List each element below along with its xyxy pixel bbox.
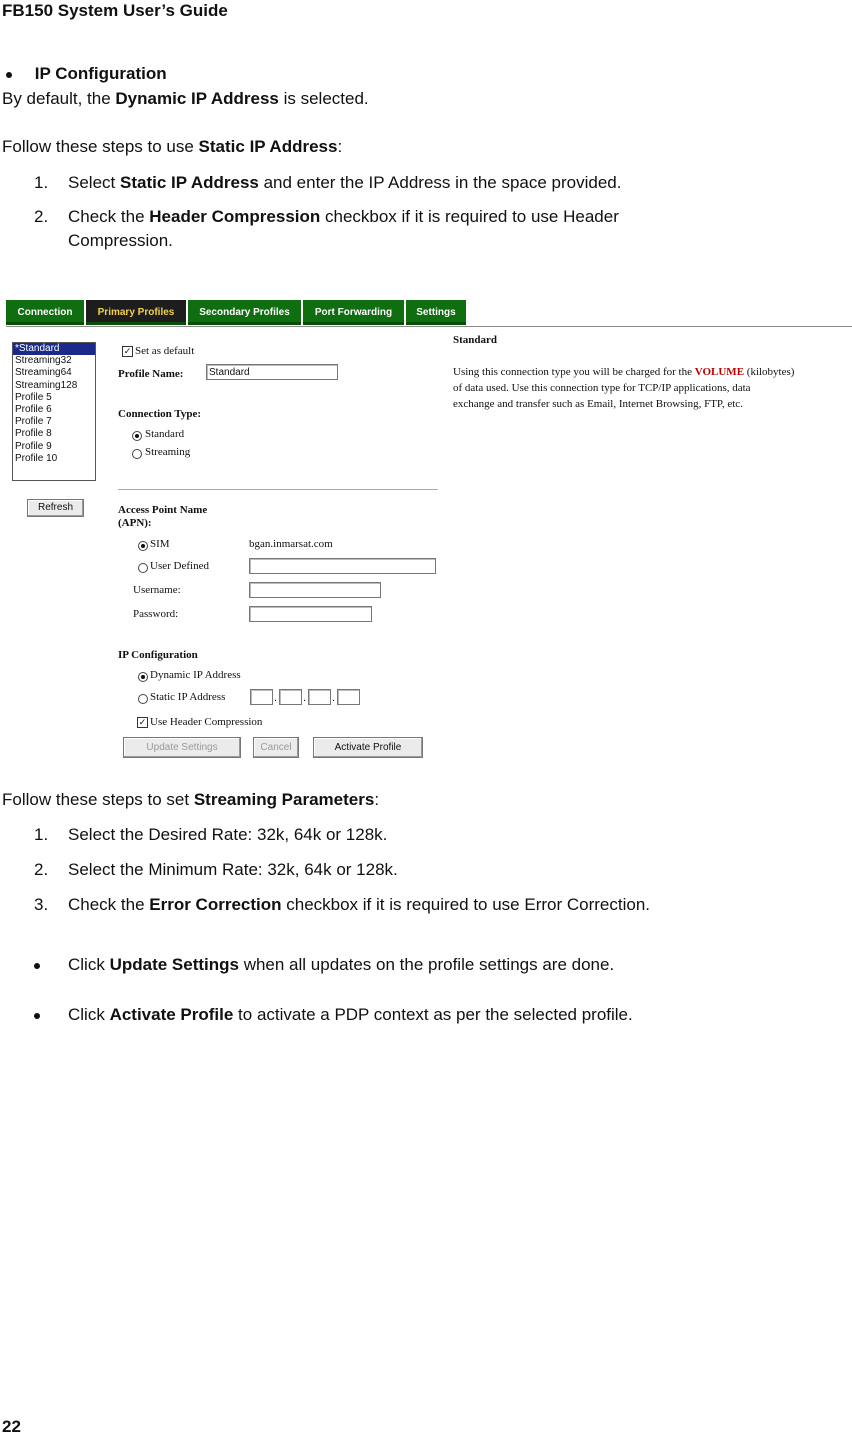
bullet-icon	[34, 963, 40, 969]
list-item[interactable]: Streaming64	[15, 367, 72, 379]
paragraph-default: By default, the Dynamic IP Address is selected.	[2, 89, 369, 108]
user-defined-radio[interactable]	[138, 563, 148, 573]
info-line-3: exchange and transfer such as Email, Internet Browsing, FTP, etc.	[453, 398, 743, 410]
streaming-radio[interactable]	[132, 449, 142, 459]
nav-tabs	[6, 300, 468, 325]
sim-label: SIM	[150, 538, 170, 550]
static-ip-label: Static IP Address	[150, 691, 226, 703]
info-title: Standard	[453, 334, 498, 346]
nav-divider	[6, 326, 852, 327]
step-item: 2. Select the Minimum Rate: 32k, 64k or 128k.	[34, 860, 398, 879]
list-item[interactable]: Profile 8	[15, 428, 52, 440]
sim-radio[interactable]	[138, 541, 148, 551]
list-item[interactable]: Profile 7	[15, 416, 52, 428]
list-item[interactable]: Profile 10	[15, 452, 58, 464]
password-input[interactable]	[249, 606, 372, 622]
tab-settings[interactable]: Settings	[406, 300, 466, 325]
step-item: 2. Check the Header Compression checkbox if it is required to use Header	[34, 207, 619, 226]
tab-primary-profiles[interactable]: Primary Profiles	[86, 300, 186, 325]
password-label: Password:	[133, 608, 179, 620]
static-ip-octet-3[interactable]	[308, 689, 331, 705]
list-item[interactable]: Profile 5	[15, 391, 52, 403]
profile-name-input[interactable]: Standard	[206, 364, 338, 380]
tab-connection[interactable]: Connection	[6, 300, 84, 325]
username-label: Username:	[133, 584, 181, 596]
update-settings-button[interactable]: Update Settings	[123, 737, 241, 758]
section-divider	[118, 489, 438, 490]
profile-listbox[interactable]	[12, 342, 96, 481]
profile-name-label: Profile Name:	[118, 368, 184, 380]
bullet-icon	[34, 1013, 40, 1019]
step-item: 1. Select Static IP Address and enter the IP Address in the space provided.	[34, 173, 622, 192]
bullet-icon	[6, 72, 12, 78]
standard-label: Standard	[145, 428, 185, 440]
set-default-label: Set as default	[135, 345, 195, 357]
header-compression-label: Use Header Compression	[150, 716, 263, 728]
step-item: 3. Check the Error Correction checkbox if it is required to use Error Correction.	[34, 895, 650, 914]
tab-secondary-profiles[interactable]: Secondary Profiles	[188, 300, 301, 325]
bullet-item: Click Activate Profile to activate a PDP context as per the selected profile.	[34, 1005, 40, 1025]
page-number: 22	[2, 1417, 21, 1436]
static-ip-octet-4[interactable]	[337, 689, 360, 705]
standard-radio[interactable]	[132, 431, 142, 441]
ip-config-label: IP Configuration	[118, 649, 198, 661]
ip-dot: .	[274, 692, 278, 704]
tab-port-forwarding[interactable]: Port Forwarding	[303, 300, 404, 325]
section-heading	[6, 64, 167, 84]
heading-text: IP Configuration	[34, 64, 167, 83]
list-item[interactable]: Profile 6	[15, 403, 52, 415]
username-input[interactable]	[249, 582, 381, 598]
streaming-label: Streaming	[145, 446, 191, 458]
apn-label: Access Point Name	[118, 504, 208, 516]
info-line-1: Using this connection type you will be charged for the VOLUME (kilobytes)	[453, 366, 795, 378]
static-ip-octet-2[interactable]	[279, 689, 302, 705]
paragraph-streaming-steps: Follow these steps to set Streaming Parameters:	[2, 790, 380, 809]
apn-label-2: (APN):	[118, 517, 152, 529]
static-ip-octet-1[interactable]	[250, 689, 273, 705]
refresh-button[interactable]: Refresh	[27, 499, 84, 517]
dynamic-ip-label: Dynamic IP Address	[150, 669, 241, 681]
user-defined-apn-input[interactable]	[249, 558, 436, 574]
activate-profile-button[interactable]: Activate Profile	[313, 737, 423, 758]
profile-settings-screenshot	[6, 300, 852, 762]
page-header-title: FB150 System User’s Guide	[2, 1, 228, 20]
step-item-continued: Compression.	[68, 231, 173, 250]
list-item[interactable]: Profile 9	[15, 440, 52, 452]
paragraph-static-steps: Follow these steps to use Static IP Address:	[2, 137, 343, 156]
cancel-button[interactable]: Cancel	[253, 737, 299, 758]
list-item[interactable]: Streaming128	[15, 379, 78, 391]
connection-type-label: Connection Type:	[118, 408, 202, 420]
ip-dot: .	[303, 692, 307, 704]
user-defined-label: User Defined	[150, 560, 209, 572]
dynamic-ip-radio[interactable]	[138, 672, 148, 682]
info-line-2: of data used. Use this connection type for TCP/IP applications, data	[453, 382, 751, 394]
set-default-checkbox[interactable]: ✓	[123, 346, 132, 356]
list-item[interactable]: *Standard	[13, 343, 95, 355]
sim-apn-value: bgan.inmarsat.com	[249, 538, 333, 550]
list-item[interactable]: Streaming32	[15, 355, 72, 367]
bullet-item: Click Update Settings when all updates on the profile settings are done.	[34, 955, 40, 975]
static-ip-radio[interactable]	[138, 694, 148, 704]
step-item: 1. Select the Desired Rate: 32k, 64k or 128k.	[34, 825, 388, 844]
header-compression-checkbox[interactable]: ✓	[138, 717, 147, 727]
ip-dot: .	[332, 692, 336, 704]
